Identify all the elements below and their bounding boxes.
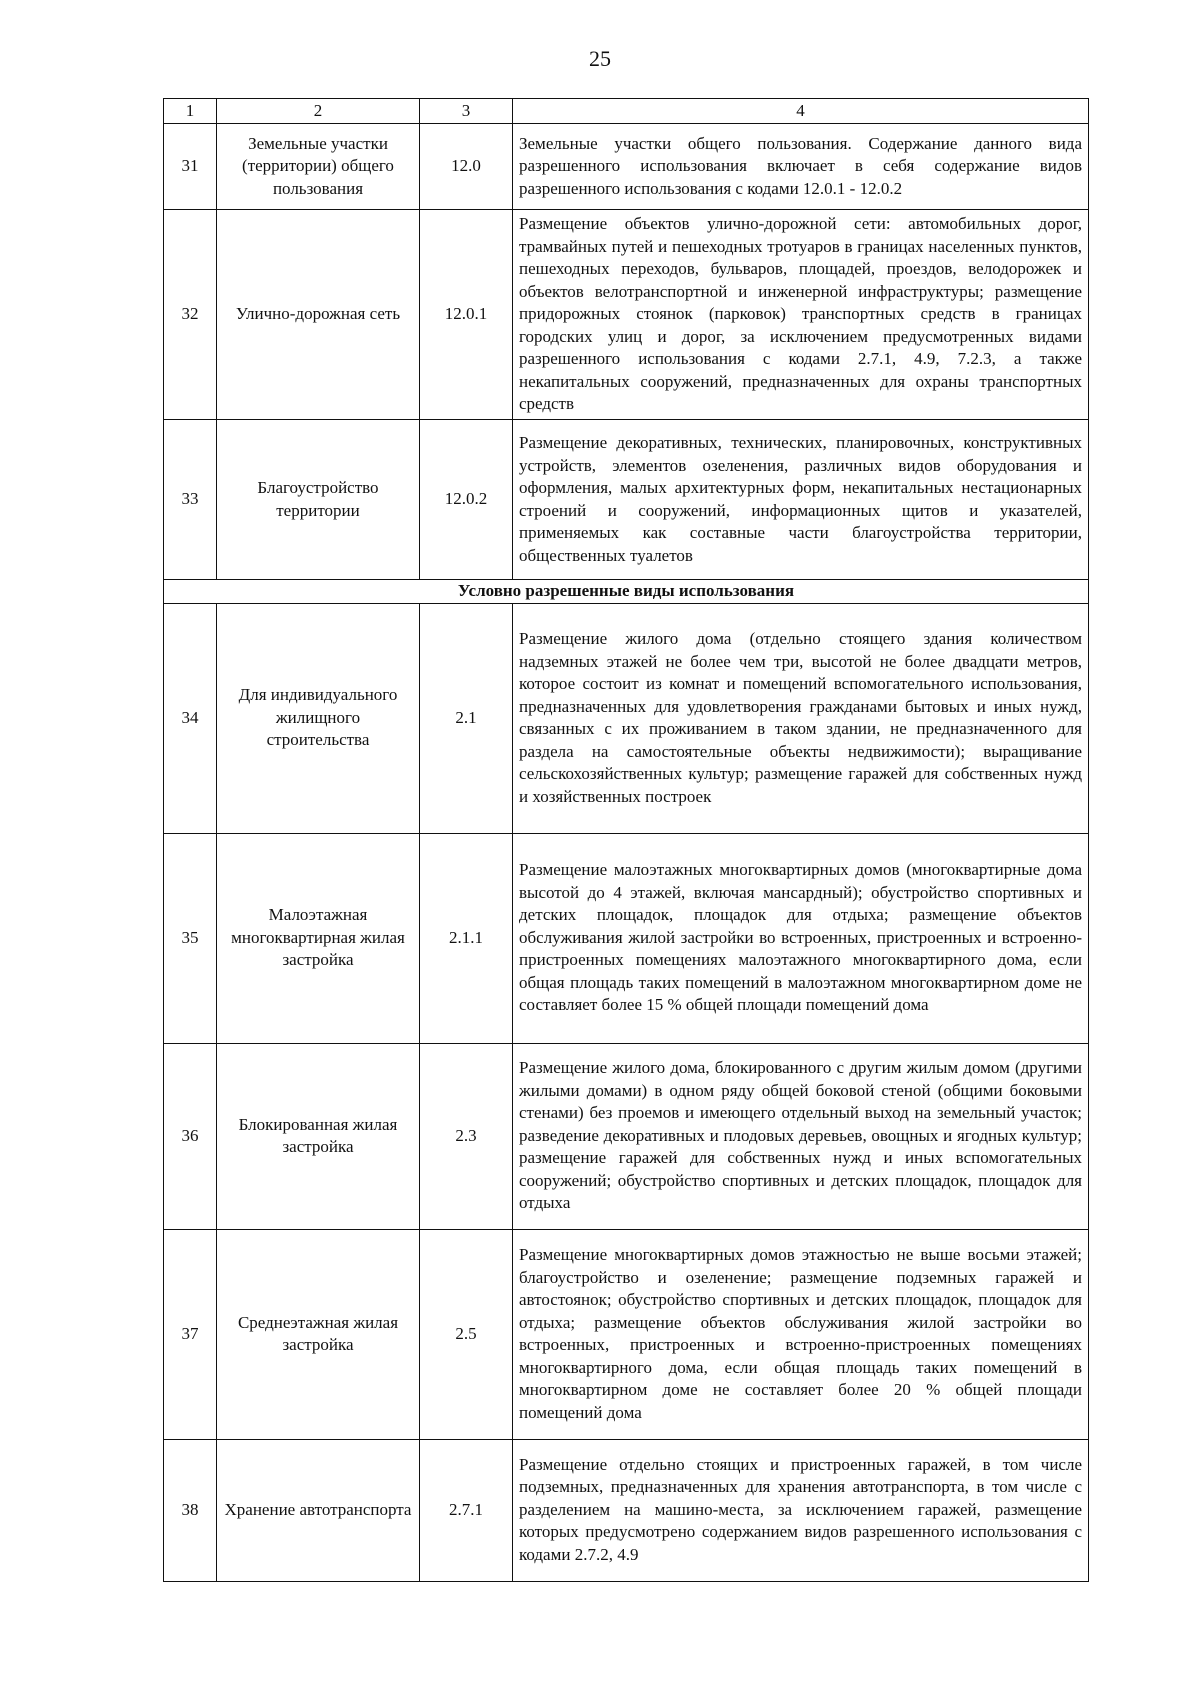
use-name: Благоустройство территории [217,420,420,580]
table-row [164,124,1089,210]
use-code: 2.3 [420,1043,513,1229]
row-number: 33 [164,420,217,580]
use-name: Земельные участки (территории) общего пользования [217,124,420,210]
row-number: 38 [164,1439,217,1581]
section-row [164,580,1089,604]
use-code: 2.5 [420,1229,513,1439]
table-row [164,1439,1089,1581]
header-row [164,99,1089,124]
row-number: 34 [164,603,217,833]
use-description: Размещение жилого дома, блокированного с другим жилым домом (другими жилыми домами) в одном ряду общей боковой стеной (общими боковыми стенами) без проемов и имеющего отдельный выход на земельный участок; разведение декоративных и плодовых деревьев, овощных и ягодных культур; размещение гаражей для собственных нужд и иных вспомогательных сооружений; обустройство спортивных и детских площадок, площадок для отдыха [513,1043,1089,1229]
row-number: 32 [164,210,217,420]
row-number: 37 [164,1229,217,1439]
page-number: 25 [589,46,611,71]
use-code: 2.7.1 [420,1439,513,1581]
use-code: 2.1.1 [420,833,513,1043]
use-name: Блокированная жилая застройка [217,1043,420,1229]
row-number: 35 [164,833,217,1043]
table-row [164,210,1089,420]
use-code: 2.1 [420,603,513,833]
table-row [164,603,1089,833]
use-description: Размещение декоративных, технических, планировочных, конструктивных устройств, элементов озеленения, различных видов оборудования и оформления, малых архитектурных форм, некапитальных нестационарных строений и сооружений, информационных щитов и указателей, применяемых как составные части благоустройства территории, общественных туалетов [513,420,1089,580]
header-cell: 3 [420,99,513,124]
use-description: Размещение малоэтажных многоквартирных домов (многоквартирные дома высотой до 4 этажей, включая мансардный); обустройство спортивных и детских площадок, площадок для отдыха; размещение объектов обслуживания жилой застройки во встроенных, пристроенных и встроенно-пристроенных помещениях малоэтажного многоквартирного дома, если общая площадь таких помещений в малоэтажном многоквартирном доме не составляет более 15 % общей площади помещений дома [513,833,1089,1043]
land-use-table [163,98,1089,1582]
table-row [164,833,1089,1043]
header-cell: 4 [513,99,1089,124]
table-row [164,1043,1089,1229]
table-row [164,420,1089,580]
use-name: Малоэтажная многоквартирная жилая застройка [217,833,420,1043]
use-description: Земельные участки общего пользования. Содержание данного вида разрешенного использования включает в себя содержание видов разрешенного использования с кодами 12.0.1 - 12.0.2 [513,124,1089,210]
use-description: Размещение жилого дома (отдельно стоящего здания количеством надземных этажей не более чем три, высотой не более двадцати метров, которое состоит из комнат и помещений вспомогательного использования, предназначенных для удовлетворения гражданами бытовых и иных нужд, связанных с их проживанием в таком здании, не предназначенного для раздела на самостоятельные объекты недвижимости); выращивание сельскохозяйственных культур; размещение гаражей для собственных нужд и хозяйственных построек [513,603,1089,833]
row-number: 36 [164,1043,217,1229]
use-name: Для индивидуального жилищного строительства [217,603,420,833]
row-number: 31 [164,124,217,210]
table-row [164,1229,1089,1439]
use-description: Размещение объектов улично-дорожной сети: автомобильных дорог, трамвайных путей и пешеходных тротуаров в границах населенных пунктов, пешеходных переходов, бульваров, площадей, проездов, велодорожек и объектов велотранспортной и инженерной инфраструктуры; размещение придорожных стоянок (парковок) транспортных средств в границах городских улиц и дорог, за исключением предусмотренных видами разрешенного использования с кодами 2.7.1, 4.9, 7.2.3, а также некапитальных сооружений, предназначенных для охраны транспортных средств [513,210,1089,420]
use-code: 12.0.1 [420,210,513,420]
use-code: 12.0.2 [420,420,513,580]
use-name: Хранение автотранспорта [217,1439,420,1581]
use-code: 12.0 [420,124,513,210]
header-cell: 1 [164,99,217,124]
section-title: Условно разрешенные виды использования [164,580,1089,604]
use-name: Среднеэтажная жилая застройка [217,1229,420,1439]
header-cell: 2 [217,99,420,124]
use-description: Размещение отдельно стоящих и пристроенных гаражей, в том числе подземных, предназначенных для хранения автотранспорта, в том числе с разделением на машино-места, за исключением гаражей, размещение которых предусмотрено содержанием видов разрешенного использования с кодами 2.7.2, 4.9 [513,1439,1089,1581]
use-description: Размещение многоквартирных домов этажностью не выше восьми этажей; благоустройство и озеленение; размещение подземных гаражей и автостоянок; обустройство спортивных и детских площадок, площадок для отдыха; размещение объектов обслуживания жилой застройки во встроенных, пристроенных и встроенно-пристроенных помещениях многоквартирного дома, если общая площадь таких помещений в многоквартирном доме не составляет более 20 % общей площади помещений дома [513,1229,1089,1439]
use-name: Улично-дорожная сеть [217,210,420,420]
